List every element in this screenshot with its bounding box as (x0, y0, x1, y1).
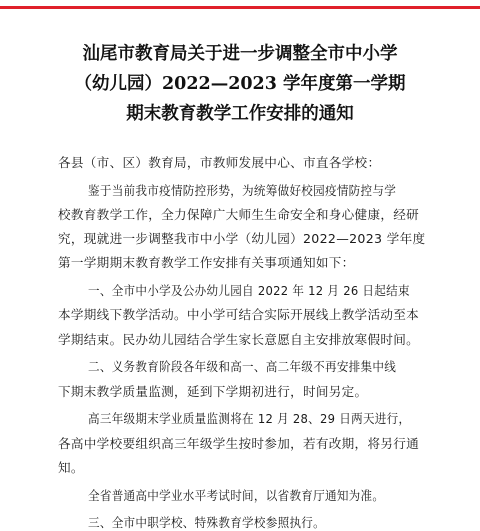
paragraph-2-line-3: 学期结束。民办幼儿园结合学生家长意愿自主安排放寒假时间。 (58, 331, 420, 347)
salutation: 各县（市、区）教育局，市教师发展中心、市直各学校： (58, 155, 381, 170)
paragraph-4-line-3: 知。 (58, 459, 84, 475)
document-title-line-1: 汕尾市教育局关于进一步调整全市中小学 (82, 44, 398, 64)
paragraph-1-line-2: 校教育教学工作，全力保障广大师生生命安全和身心健康，经研 (58, 207, 420, 222)
paragraph-4-line-2: 各高中学校要组织高三年级学生按时参加，若有改期，将另行通 (58, 435, 420, 451)
paragraph-3-line-1: 二、义务教育阶段各年级和高一、高二年级不再安排集中线 (88, 359, 397, 375)
paragraph-1-line-4: 第一学期期末教育教学工作安排有关事项通知如下： (58, 255, 355, 271)
paragraph-5-line-1: 全省普通高中学业水平考试时间，以省教育厅通知为准。 (88, 487, 385, 503)
document-title-line-2: （幼儿园）2022—2023 学年度第一学期 (74, 74, 406, 94)
paragraph-1-line-1: 鉴于当前我市疫情防控形势，为统筹做好校园疫情防控与学 (88, 182, 397, 198)
document-title-line-3: 期末教育教学工作安排的通知 (126, 104, 354, 124)
paragraph-1-line-3: 究，现就进一步调整我市中小学（幼儿园）2022—2023 学年度 (58, 231, 426, 247)
paragraph-4-line-1: 高三年级期末学业质量监测将在 12 月 28、29 日两天进行， (88, 411, 411, 427)
red-header-rule (0, 6, 480, 9)
paragraph-3-line-2: 下期末教学质量监测，延到下学期初进行，时间另定。 (58, 383, 368, 399)
paragraph-2-line-1: 一、全市中小学及公办幼儿园自 2022 年 12 月 26 日起结束 (88, 283, 410, 299)
paragraph-6-line-1: 三、全市中职学校、特殊教育学校参照执行。 (88, 515, 325, 531)
paragraph-2-line-2: 本学期线下教学活动。中小学可结合实际开展线上教学活动至本 (58, 307, 420, 323)
